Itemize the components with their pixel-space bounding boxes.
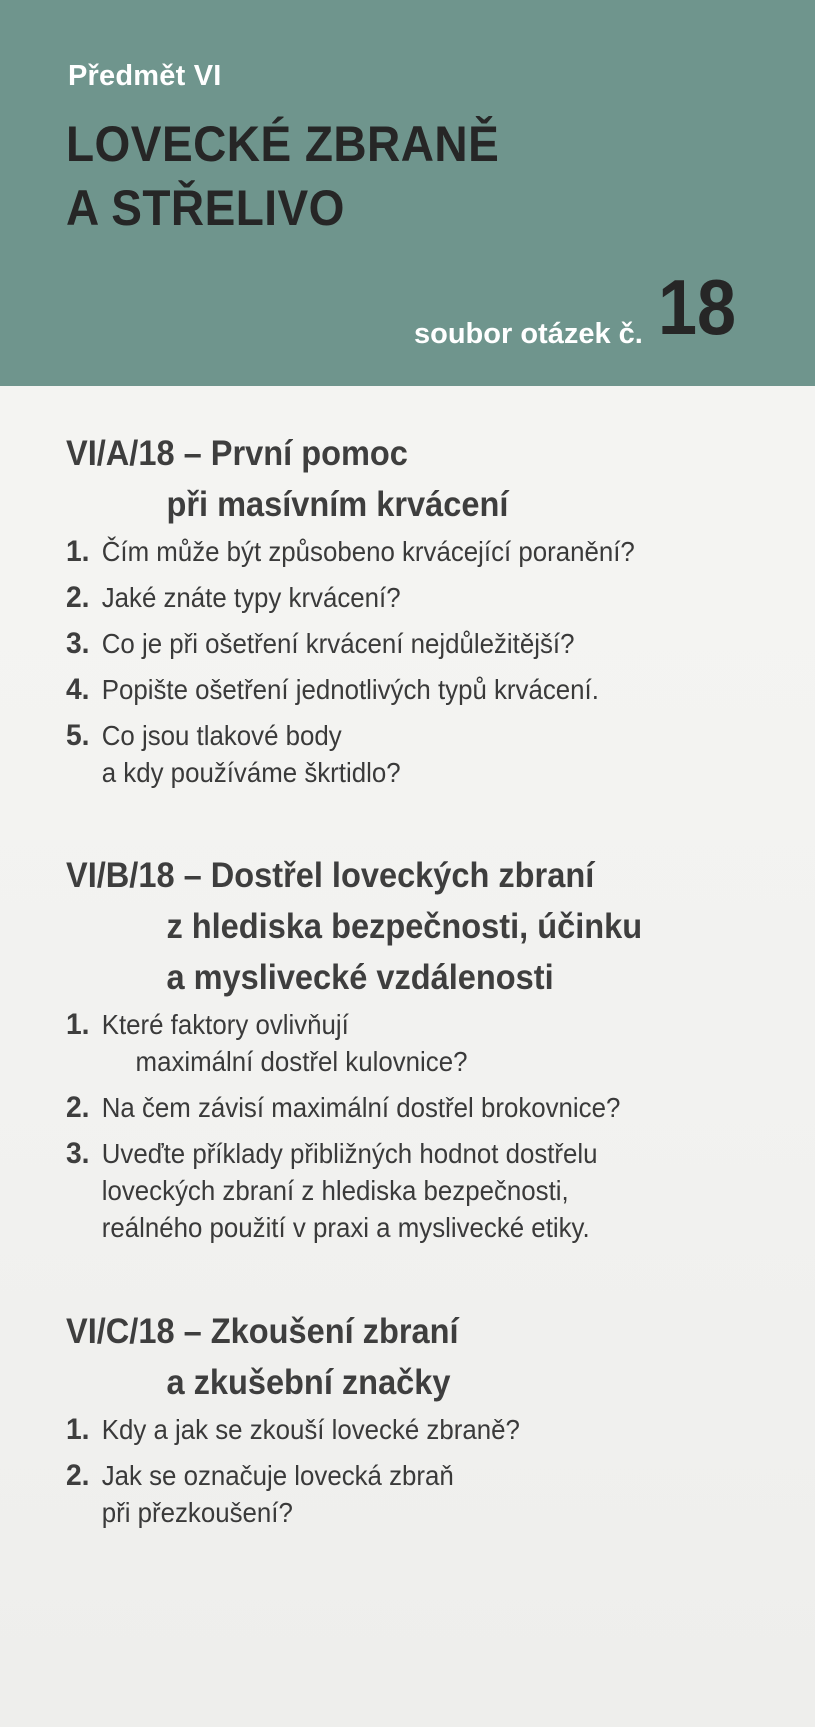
question-number: 5. xyxy=(66,719,90,752)
section-heading-line3: a myslivecké vzdálenosti xyxy=(166,958,554,997)
section-heading-line1: VI/A/18 – První pomoc xyxy=(66,434,408,473)
question-list xyxy=(0,533,815,791)
section-heading-line1: VI/C/18 – Zkoušení zbraní xyxy=(66,1312,459,1351)
question-text-continued: při přezkoušení? xyxy=(101,1497,293,1528)
question-number: 1. xyxy=(66,535,90,568)
question-text: Co je při ošetření krvácení nejdůležitější? xyxy=(101,628,575,659)
question-number: 2. xyxy=(66,1459,90,1492)
question-item xyxy=(66,1006,779,1080)
question-text-continued: maximální dostřel kulovnice? xyxy=(135,1046,468,1077)
section-heading xyxy=(66,428,763,530)
question-text: Jak se označuje lovecká zbraň xyxy=(101,1460,454,1491)
section-heading-line2: a zkušební značky xyxy=(166,1363,451,1402)
question-number: 1. xyxy=(66,1008,90,1041)
question-list xyxy=(0,1411,815,1531)
question-item xyxy=(66,1411,779,1448)
question-number: 2. xyxy=(66,1091,90,1124)
section-heading-line1: VI/B/18 – Dostřel loveckých zbraní xyxy=(66,856,595,895)
question-item xyxy=(66,579,779,616)
question-set-label: soubor otázek č. xyxy=(414,318,643,350)
question-text: Čím může být způsobeno krvácející poranění? xyxy=(101,536,635,567)
card-header xyxy=(0,0,815,386)
question-text: Na čem závisí maximální dostřel brokovnice? xyxy=(101,1092,621,1123)
question-text-continued: reálného použití v praxi a myslivecké etiky. xyxy=(101,1212,590,1243)
card-title-line2: A STŘELIVO xyxy=(66,180,345,236)
section-a xyxy=(0,428,815,800)
question-item xyxy=(66,671,779,708)
subject-label: Předmět VI xyxy=(68,60,222,92)
question-text-continued: loveckých zbraní z hlediska bezpečnosti, xyxy=(101,1175,569,1206)
question-number: 1. xyxy=(66,1413,90,1446)
question-list xyxy=(0,1006,815,1246)
section-heading xyxy=(66,1306,763,1408)
question-text: Kdy a jak se zkouší lovecké zbraně? xyxy=(101,1414,520,1445)
question-text: Co jsou tlakové body xyxy=(101,720,342,751)
section-heading-line2: při masívním krvácení xyxy=(166,485,509,524)
section-heading-line2: z hlediska bezpečnosti, účinku xyxy=(166,907,643,946)
question-set-number: 18 xyxy=(658,263,737,351)
question-item xyxy=(66,1457,779,1531)
question-text: Jaké znáte typy krvácení? xyxy=(101,582,401,613)
question-text: Popište ošetření jednotlivých typů krvácení. xyxy=(101,674,599,705)
question-text-continued: a kdy používáme škrtidlo? xyxy=(101,757,401,788)
section-c xyxy=(0,1306,815,1540)
question-item xyxy=(66,1089,779,1126)
question-item xyxy=(66,1135,779,1246)
question-text: Které faktory ovlivňují xyxy=(101,1009,349,1040)
question-number: 2. xyxy=(66,581,90,614)
question-item xyxy=(66,625,779,662)
card-title xyxy=(66,112,499,240)
question-text: Uveďte příklady přibližných hodnot dostřelu xyxy=(101,1138,598,1169)
question-number: 3. xyxy=(66,627,90,660)
question-item xyxy=(66,533,779,570)
card-title-line1: LOVECKÉ ZBRANĚ xyxy=(66,116,500,172)
question-number: 4. xyxy=(66,673,90,706)
section-heading xyxy=(66,850,763,1003)
question-item xyxy=(66,717,779,791)
section-b xyxy=(0,850,815,1255)
question-number: 3. xyxy=(66,1137,90,1170)
